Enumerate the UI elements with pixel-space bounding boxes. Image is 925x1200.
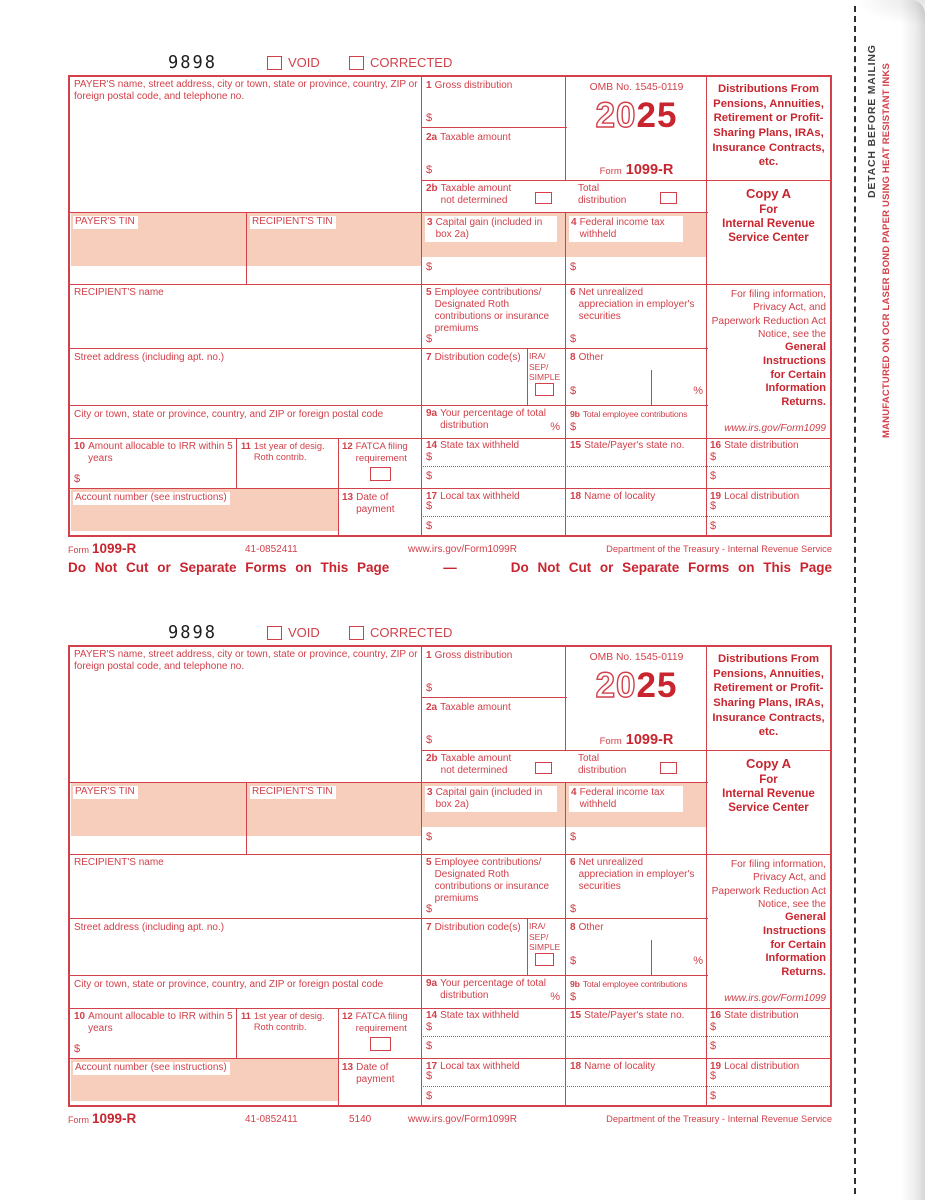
box8-label: 8 Other — [570, 352, 604, 363]
dotted-entry-line — [421, 1036, 830, 1037]
box17-label: 17 Local tax withheld — [426, 491, 520, 502]
box8-label: 8 Other — [570, 922, 604, 933]
box12-label: 12 FATCA filing requirement — [342, 1011, 408, 1034]
omb-number: OMB No. 1545-0119 — [589, 652, 684, 663]
box5-label: 5 Employee contributions/ Designated Roth contributions or insurance premiums — [426, 287, 550, 334]
box1-label: 1 Gross distribution — [426, 650, 513, 661]
filing-information-text: For filing information, Privacy Act, and Paperwork Reduction Act Notice, see the — [711, 289, 826, 340]
dollar-sign: $ — [710, 1040, 717, 1052]
percent-sign: % — [693, 385, 703, 397]
form-title-block: Distributions From Pensions, Annuities, Retirement or Profit-Sharing Plans, IRAs, Insurance Contracts, etc. — [712, 653, 825, 739]
dollar-sign: $ — [426, 1021, 433, 1033]
void-label: VOID — [288, 55, 320, 70]
dollar-sign: $ — [710, 1070, 717, 1082]
box15-label: 15 State/Payer's state no. — [570, 1010, 685, 1021]
payer-info-label: PAYER'S name, street address, city or town, state or province, country, ZIP or foreign postal code, and telephone no. — [74, 649, 418, 672]
form-title-block: Distributions From Pensions, Annuities, Retirement or Profit-Sharing Plans, IRAs, Insurance Contracts, etc. — [712, 83, 825, 169]
irs-service-center-label: Internal Revenue Service Center — [722, 218, 815, 245]
dollar-sign: $ — [426, 164, 433, 176]
dollar-sign: $ — [710, 470, 717, 482]
void-label: VOID — [288, 625, 320, 640]
box6-label: 6 Net unrealized appreciation in employer's securities — [570, 287, 695, 322]
fatca-checkbox[interactable] — [370, 467, 391, 481]
dollar-sign: $ — [570, 421, 577, 433]
box7-label: 7 Distribution code(s) — [426, 352, 521, 363]
box3-label: 3 Capital gain (included in box 2a) — [425, 786, 557, 812]
grid-line — [236, 438, 237, 488]
box2b-taxable-label: 2b Taxable amount not determined — [426, 183, 512, 206]
tax-year: 2025 — [595, 96, 678, 135]
box2a-label: 2a Taxable amount — [426, 132, 511, 143]
grid-line — [70, 1008, 830, 1009]
box18-label: 18 Name of locality — [570, 491, 656, 502]
copy-for-label: For — [759, 204, 778, 216]
grid-line — [527, 348, 528, 405]
box10-label: 10 Amount allocable to IRR within 5 years — [74, 441, 233, 464]
grid-line — [421, 697, 567, 698]
box6-label: 6 Net unrealized appreciation in employer's securities — [570, 857, 695, 892]
grid-line — [70, 918, 708, 919]
box4-label: 4 Federal income tax withheld — [569, 216, 683, 242]
grid-line — [70, 348, 708, 349]
box14-label: 14 State tax withheld — [426, 440, 520, 451]
dollar-sign: $ — [426, 333, 433, 345]
do-not-cut-left: Do Not Cut or Separate Forms on This Page — [68, 560, 390, 575]
perforation-dashed-line — [854, 6, 856, 1194]
tax-year: 2025 — [595, 666, 678, 705]
account-number-label: Account number (see instructions) — [73, 1062, 230, 1075]
grid-line — [236, 1008, 237, 1058]
dotted-entry-line — [421, 466, 830, 467]
footer-treasury-text: Department of the Treasury - Internal Revenue Service — [606, 1114, 832, 1124]
box19-label: 19 Local distribution — [710, 1061, 800, 1072]
taxable-not-determined-checkbox[interactable] — [535, 762, 552, 774]
box9a-label: 9a Your percentage of total distribution — [426, 408, 546, 431]
grid-line — [70, 782, 708, 783]
do-not-cut-separator — [68, 560, 832, 575]
grid-line — [565, 647, 566, 750]
recipient-tin-label: RECIPIENT'S TIN — [250, 216, 336, 229]
recipient-tin-label: RECIPIENT'S TIN — [250, 786, 336, 799]
grid-line — [70, 975, 708, 976]
ira-sep-simple-label: IRA/ SEP/ SIMPLE — [529, 351, 561, 383]
dollar-sign: $ — [570, 955, 577, 967]
form-number: Form 1099-R — [599, 162, 674, 178]
dollar-sign: $ — [570, 385, 577, 397]
ira-sep-simple-checkbox[interactable] — [535, 383, 554, 396]
box5-label: 5 Employee contributions/ Designated Roth contributions or insurance premiums — [426, 857, 550, 904]
footer-form-number: Form 1099-R — [68, 541, 137, 556]
ocr-form-code: 9898 — [168, 622, 217, 644]
form-footer-row — [68, 541, 832, 559]
copy-a-label: Copy A — [745, 186, 792, 201]
footer-cat-number: 41-0852411 — [245, 544, 298, 555]
footer-form-number: Form 1099-R — [68, 1111, 137, 1126]
irs-url-side: www.irs.gov/Form1099 — [724, 423, 826, 434]
irs-url-side: www.irs.gov/Form1099 — [724, 993, 826, 1004]
corrected-checkbox[interactable] — [349, 626, 364, 640]
box17-label: 17 Local tax withheld — [426, 1061, 520, 1072]
fatca-checkbox[interactable] — [370, 1037, 391, 1051]
grid-line — [70, 405, 708, 406]
percent-sign: % — [550, 421, 560, 433]
box13-label: 13 Date of payment — [342, 492, 395, 515]
corrected-label: CORRECTED — [370, 625, 453, 640]
grid-line — [70, 212, 708, 213]
form-footer-row — [68, 1111, 832, 1129]
dollar-sign: $ — [426, 261, 433, 273]
dollar-sign: $ — [426, 1040, 433, 1052]
general-instructions-text: General Instructions for Certain Information Returns. — [763, 911, 826, 978]
grid-line — [246, 212, 247, 284]
dollar-sign: $ — [570, 991, 577, 1003]
grid-line — [338, 438, 339, 535]
footer-code-2: 5140 — [349, 1114, 372, 1125]
dollar-sign: $ — [426, 903, 433, 915]
manufactured-notice-text: MANUFACTURED ON OCR LASER BOND PAPER USING HEAT RESISTANT INKS — [881, 63, 892, 438]
dollar-sign: $ — [426, 520, 433, 532]
box2b-taxable-label: 2b Taxable amount not determined — [426, 753, 512, 776]
dollar-sign: $ — [570, 903, 577, 915]
void-checkbox[interactable] — [267, 56, 282, 70]
payer-tin-label: PAYER'S TIN — [73, 216, 138, 229]
form-header-row — [68, 52, 832, 74]
grid-line — [527, 918, 528, 975]
dollar-sign: $ — [426, 1090, 433, 1102]
grid-line — [565, 77, 566, 180]
box1-label: 1 Gross distribution — [426, 80, 513, 91]
page-corner-shadow — [855, 0, 925, 26]
dollar-sign: $ — [570, 333, 577, 345]
grid-line — [421, 180, 830, 181]
dollar-sign: $ — [426, 831, 433, 843]
form-header-row — [68, 622, 832, 644]
form-grid — [68, 645, 832, 1107]
total-distribution-checkbox[interactable] — [660, 762, 677, 774]
omb-number: OMB No. 1545-0119 — [589, 82, 684, 93]
form-1099r-copy-2 — [68, 622, 832, 1134]
page-edge-shadow — [901, 0, 925, 1200]
dollar-sign: $ — [426, 734, 433, 746]
dollar-sign: $ — [710, 1021, 717, 1033]
total-distribution-label: Total distribution — [578, 753, 627, 776]
form-number: Form 1099-R — [599, 732, 674, 748]
grid-line — [70, 284, 830, 285]
dollar-sign: $ — [426, 1070, 433, 1082]
box7-label: 7 Distribution code(s) — [426, 922, 521, 933]
corrected-label: CORRECTED — [370, 55, 453, 70]
box14-label: 14 State tax withheld — [426, 1010, 520, 1021]
box9b-label: 9b Total employee contributions — [570, 979, 688, 989]
box13-label: 13 Date of payment — [342, 1062, 395, 1085]
grid-line — [338, 1008, 339, 1105]
box2a-label: 2a Taxable amount — [426, 702, 511, 713]
box9a-label: 9a Your percentage of total distribution — [426, 978, 546, 1001]
box3-label: 3 Capital gain (included in box 2a) — [425, 216, 557, 242]
do-not-cut-dash: — — [443, 560, 457, 575]
dollar-sign: $ — [426, 682, 433, 694]
dollar-sign: $ — [710, 520, 717, 532]
box19-label: 19 Local distribution — [710, 491, 800, 502]
box10-label: 10 Amount allocable to IRR within 5 years — [74, 1011, 233, 1034]
form-grid — [68, 75, 832, 537]
box15-label: 15 State/Payer's state no. — [570, 440, 685, 451]
dollar-sign: $ — [426, 112, 433, 124]
city-label: City or town, state or province, country, and ZIP or foreign postal code — [74, 409, 384, 420]
detach-before-mailing-text: DETACH BEFORE MAILING — [866, 44, 878, 198]
dollar-sign: $ — [426, 470, 433, 482]
irs-service-center-label: Internal Revenue Service Center — [722, 788, 815, 815]
grid-line — [565, 212, 566, 535]
form-1099r-copy-1 — [68, 52, 832, 564]
dollar-sign: $ — [74, 473, 81, 485]
grid-line — [651, 940, 652, 975]
box16-label: 16 State distribution — [710, 1010, 799, 1021]
dollar-sign: $ — [570, 831, 577, 843]
footer-irs-url: www.irs.gov/Form1099R — [408, 1114, 517, 1125]
footer-irs-url: www.irs.gov/Form1099R — [408, 544, 517, 555]
dollar-sign: $ — [710, 451, 717, 463]
dollar-sign: $ — [74, 1043, 81, 1055]
taxable-not-determined-checkbox[interactable] — [535, 192, 552, 204]
dollar-sign: $ — [710, 1090, 717, 1102]
box18-label: 18 Name of locality — [570, 1061, 656, 1072]
general-instructions-text: General Instructions for Certain Information Returns. — [763, 341, 826, 408]
box12-label: 12 FATCA filing requirement — [342, 441, 408, 464]
corrected-checkbox[interactable] — [349, 56, 364, 70]
box9b-label: 9b Total employee contributions — [570, 409, 688, 419]
grid-line — [651, 370, 652, 405]
dollar-sign: $ — [426, 500, 433, 512]
box4-label: 4 Federal income tax withheld — [569, 786, 683, 812]
dotted-entry-line — [421, 1086, 830, 1087]
box11-label: 11 1st year of desig. Roth contrib. — [241, 1011, 325, 1033]
grid-line — [70, 488, 830, 489]
percent-sign: % — [693, 955, 703, 967]
grid-line — [421, 127, 567, 128]
street-address-label: Street address (including apt. no.) — [74, 352, 225, 363]
grid-line — [421, 750, 830, 751]
ocr-form-code: 9898 — [168, 52, 217, 74]
copy-for-label: For — [759, 774, 778, 786]
grid-line — [70, 1058, 830, 1059]
dotted-entry-line — [421, 516, 830, 517]
payer-info-label: PAYER'S name, street address, city or town, state or province, country, ZIP or foreign postal code, and telephone no. — [74, 79, 418, 102]
total-distribution-label: Total distribution — [578, 183, 627, 206]
ira-sep-simple-checkbox[interactable] — [535, 953, 554, 966]
total-distribution-checkbox[interactable] — [660, 192, 677, 204]
percent-sign: % — [550, 991, 560, 1003]
city-label: City or town, state or province, country, and ZIP or foreign postal code — [74, 979, 384, 990]
footer-cat-number: 41-0852411 — [245, 1114, 298, 1125]
grid-line — [70, 854, 830, 855]
footer-treasury-text: Department of the Treasury - Internal Revenue Service — [606, 544, 832, 554]
dollar-sign: $ — [710, 500, 717, 512]
account-number-label: Account number (see instructions) — [73, 492, 230, 505]
void-checkbox[interactable] — [267, 626, 282, 640]
dollar-sign: $ — [426, 451, 433, 463]
box16-label: 16 State distribution — [710, 440, 799, 451]
recipient-name-label: RECIPIENT'S name — [74, 857, 164, 868]
dollar-sign: $ — [570, 261, 577, 273]
recipient-name-label: RECIPIENT'S name — [74, 287, 164, 298]
ira-sep-simple-label: IRA/ SEP/ SIMPLE — [529, 921, 561, 953]
copy-a-label: Copy A — [745, 756, 792, 771]
grid-line — [246, 782, 247, 854]
box11-label: 11 1st year of desig. Roth contrib. — [241, 441, 325, 463]
grid-line — [565, 782, 566, 1105]
payer-tin-label: PAYER'S TIN — [73, 786, 138, 799]
grid-line — [70, 438, 830, 439]
do-not-cut-right: Do Not Cut or Separate Forms on This Page — [510, 560, 832, 575]
filing-information-text: For filing information, Privacy Act, and Paperwork Reduction Act Notice, see the — [711, 859, 826, 910]
street-address-label: Street address (including apt. no.) — [74, 922, 225, 933]
